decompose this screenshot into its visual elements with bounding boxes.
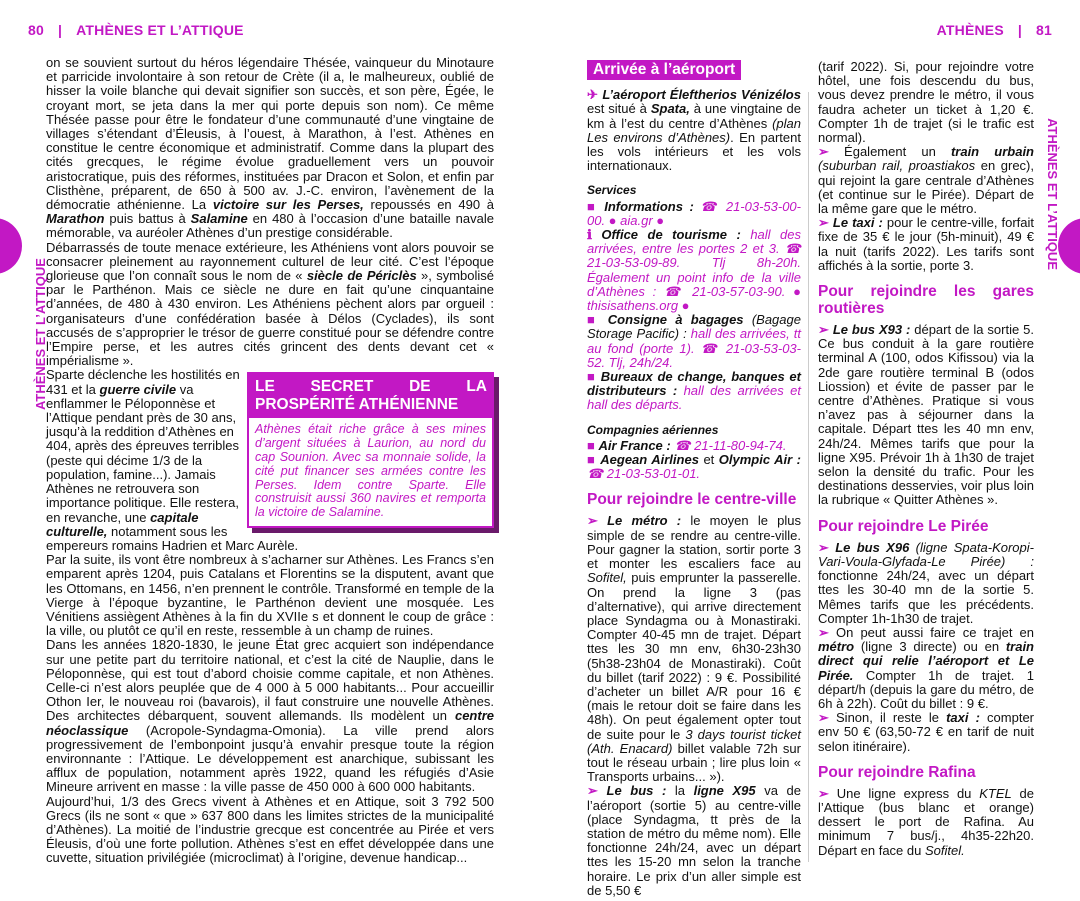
gares-routieres-title: Pour rejoindre les gares routières bbox=[818, 283, 1034, 318]
arrow-icon: ➢ bbox=[818, 322, 829, 338]
left-page-header: 80 | ATHÈNES ET L’ATTIQUE bbox=[28, 22, 244, 38]
airline-aegean: ■ Aegean Airlines et Olympic Air : ☎ 21-03-53-01-01. bbox=[587, 452, 801, 482]
rafina-title: Pour rejoindre Rafina bbox=[818, 763, 976, 781]
square-bullet-icon: ■ bbox=[587, 198, 598, 214]
paragraph-1820: Dans les années 1820-1830, le jeune État grec acquiert son indépendance sur une petite part du territoire national, et c’est la cité de Nauplie, dans le Péloponnèse, qui est tout d’abord choisie comme capitale, et non Athènes. Celle-ci n’est alors peuplée que de 4 000 à 5 000 habitants... Pour accueillir Othon Ier, le nouveau roi (bavarois), il faut construire une nouvelle Athènes. Des architectes débarquent, souvent allemands. Ils modèlent un centre néoclassique (Acropole-Syndagma-Omonia). La ville prend alors progressivement de l’embonpoint jusqu’à envahir presque toute la région environnante : l’Attique. Le développement est anarchique, subissant les afflux de population, notamment après 1922, quand les réfugiés d’Asie Mineure arrivent en masse : la ville passe de 450 000 à 600 000 habitants. bbox=[46, 637, 494, 795]
left-thumb-tab bbox=[0, 218, 22, 274]
arrow-icon: ➢ bbox=[818, 624, 829, 640]
right-page-header: ATHÈNES | 81 bbox=[936, 22, 1052, 38]
piree-title: Pour rejoindre Le Pirée bbox=[818, 517, 989, 535]
left-page-number: 80 bbox=[28, 22, 44, 38]
train-urbain-info: ➢ Également un train urbain (suburban rail, proastiakos en grec), qui rejoint la gare centrale d’Athènes (et continue sur le Pirée). Départ de la même gare que le métro. bbox=[818, 144, 1034, 217]
left-page-text bbox=[46, 56, 494, 866]
info-icon: ℹ bbox=[587, 227, 592, 243]
services-change: ■ Bureaux de change, banques et distributeurs : hall des arrivées et hall des départs. bbox=[587, 369, 801, 413]
right-page-column-1 bbox=[587, 60, 801, 898]
arrow-icon: ➢ bbox=[818, 539, 829, 555]
centre-ville-title: Pour rejoindre le centre-ville bbox=[587, 491, 797, 509]
paragraph-pericles: Débarrassés de toute menace extérieure, les Athéniens vont alors pouvoir se consacrer pleinement au rayonnement culturel de leur cité. C’est l’époque glorieuse que l’on connaît sous le nom de « siècle de Périclès », symbolisé par le Parthénon. Mais ce siècle ne dure en fait qu’une cinquantaine d’années, de 480 à 430 environ. Les Athéniens pèchent alors par orgueil : organisateurs d’une confédération basée à Délos (Cyclades), ils sont accusés de s’approprier le trésor de guerre constitué pour se défendre contre l’Empire perse, et les autres cités grincent des dents devant cet « impérialisme ». bbox=[46, 239, 494, 369]
square-bullet-icon: ■ bbox=[587, 437, 595, 453]
taxi-piree-info: ➢ Sinon, il reste le taxi : compter env 50 € (63,50-72 € en tarif de nuit selon itinéraire). bbox=[818, 710, 1035, 754]
arrow-icon: ➢ bbox=[587, 783, 598, 799]
services-title: Services bbox=[587, 183, 637, 198]
services-bagages: ■ Consigne à bagages (Bagage Storage Pacific) : hall des arrivées, tt au fond (porte 1). ☎ 21-03-53-03-52. Tlj, 24h/24. bbox=[587, 312, 801, 370]
box-body: Athènes était riche grâce à ses mines d’argent situées à Laurion, au nord du cap Sounion. Avec sa monnaie solide, la cité put financer ses armées contre les Perses. Idem contre Sparte. Elle construisit aussi 360 navires et remporta la victoire de Salamine. bbox=[255, 422, 486, 520]
right-section-title: ATHÈNES bbox=[936, 22, 1004, 38]
right-page-number: 81 bbox=[1036, 22, 1052, 38]
bus-x96-info: ➢ Le bus X96 (ligne Spata-Koropi-Vari-Voula-Glyfada-Le Pirée) : fonctionne 24h/24, avec un départ ttes les 30-40 mn de la sortie 5. Mêmes tarifs que les précédents. Compter 1h-1h30 de trajet. bbox=[818, 539, 1034, 626]
right-page-column-2 bbox=[818, 60, 1034, 858]
left-section-title: ATHÈNES ET L’ATTIQUE bbox=[76, 22, 244, 38]
square-bullet-icon: ■ bbox=[587, 452, 596, 468]
services-info: ■ Informations : ☎ 21-03-53-00-00. ● aia.gr ● bbox=[587, 198, 801, 228]
right-side-label: ATHÈNES ET L’ATTIQUE bbox=[1045, 118, 1060, 270]
arrow-icon: ➢ bbox=[818, 215, 829, 231]
metro-train-piree-info: ➢ On peut aussi faire ce trajet en métro (ligne 3 directe) ou en train direct qui relie l’aéroport et Le Pirée. Compter 1h de trajet. 1 départ/h (depuis la gare du métro, de 6h à 22h). Coût du billet : 9 €. bbox=[818, 624, 1034, 711]
metro-info: ➢ Le métro : le moyen le plus simple de se rendre au centre-ville. Pour gagner la station, sortir porte 3 et monter les escaliers face au Sofitel, puis emprunter la passerelle. On prend la ligne 3 (pas d’alternative), qui arrive directement place Syndagma ou à Monastiraki. Compter 40-45 mn de trajet. Départ ttes les 30 mn env, 6h30-23h30 (5h38-23h04 de Monastiraki). Coût du billet (tarif 2022) : 9 €. Possibilité d’acheter un billet A/R pour 16 € (mais le retour doit se faire dans les 48h). On peut également opter tout de suite pour le 3 days tourist ticket (Ath. Enacard) billet valable 72h sur tout le réseau urbain ; lire plus loin « Transports urbains... »). bbox=[587, 513, 801, 785]
box-title: LE SECRET DE LA PROSPÉRITÉ ATHÉNIENNE bbox=[249, 374, 492, 418]
arrow-icon: ➢ bbox=[587, 513, 598, 529]
paragraph-sparte: Sparte déclenche les hostilités en 431 et la guerre civile va enflammer le Péloponnèse et l’Attique pendant près de 30 ans, jusqu’à la reddition d’Athènes en 404, après des épreuves terribles (peste qui décime 1/3 de la population, famine...). Jamais Athènes ne retrouvera son importance politique. Elle restera, en revanche, une capitale culturelle, notamment sous les empereurs romains Hadrien et Marc Aurèle. bbox=[46, 367, 299, 553]
arrow-icon: ➢ bbox=[818, 785, 829, 801]
rafina-info: ➢ Une ligne express du KTEL de l’Attique (bus blanc et orange) dessert le port de Rafina. Au minimum 7 bus/j., 4h35-22h20. Départ en face du Sofitel. bbox=[818, 785, 1034, 858]
paragraph-suite: Par la suite, ils vont être nombreux à s’acharner sur Athènes. Les Francs s’en emparent après 1204, puis Catalans et Florentins se la disputent, avant que les Ottomans, en 1456, n’en prennent le contrôle. Transformé en temple de la Vierge à l’époque byzantine, le Parthénon devient une mosquée. Les Vénitiens assiègent Athènes à la fin du XVIIe s et donnent le coup de grâce : la ville, ou plutôt ce qu’il en reste, ressemble à un champ de ruines. bbox=[46, 552, 494, 639]
airlines-title: Compagnies aériennes bbox=[587, 422, 719, 437]
arrival-section-title: Arrivée à l’aéroport bbox=[587, 60, 741, 80]
bus-info: ➢ Le bus : la ligne X95 va de l’aéroport (sortie 5) au centre-ville (place Syndagma, tt près de la station de métro du même nom). Elle fonctionne 24h/24, avec un départ ttes les 15-20 mn selon la tranche horaire. Le prix d’un aller simple est de 5,50 € bbox=[587, 783, 801, 898]
paragraph-aujourdhui: Aujourd’hui, 1/3 des Grecs vivent à Athènes et en Attique, soit 3 792 500 Grecs (ils ne sont « que » 637 800 dans les limites strictes de la municipalité d’Athènes). La moitié de l’industrie grecque est concentrée au Pirée et vers Éleusis, d’où une forte pollution. Athènes s’est en effet développée dans une cuvette, situation privilégiée (microclimat) à l’origine, devenue handicap... bbox=[46, 793, 494, 866]
right-thumb-tab bbox=[1058, 218, 1080, 274]
airport-intro: ✈ L’aéroport Éleftherios Vénizélos est situé à Spata, à une vingtaine de km à l’est du centre d’Athènes (plan Les environs d’Athènes). En partent les vols intérieurs et les vols internationaux. bbox=[587, 87, 801, 174]
arrow-icon: ➢ bbox=[818, 144, 829, 160]
taxi-info: ➢ Le taxi : pour le centre-ville, forfait fixe de 35 € le jour (5h-minuit), 49 € la nuit (tarifs 2022). Les tarifs sont affichés à la sortie, porte 3. bbox=[818, 215, 1034, 273]
left-side-label: ATHÈNES ET L’ATTIQUE bbox=[33, 258, 48, 410]
paragraph-thesee: on se souvient surtout du héros légendaire Thésée, vainqueur du Minotaure et parricide involontaire à son retour de Crète (il a, le malheureux, oublié de hisser la voile blanche qui devait signifier son succès, et son père, Égée, le croyant mort, se jeta dans la mer qui porte depuis son nom). Ce même Thésée passe pour être le fondateur d’une communauté d’une vingtaine de villages s’étendant d’Éleusis, à l’ouest, à Marathon, à l’est. Athènes en constitue le centre économique et administratif. Comme dans la plupart des cités grecques, le régime évolue graduellement vers un pouvoir aristocratique, puis des réformes, instituées par Dracon et Solon, et enfin par Clisthène, préparent, de 650 à 500 av. J.-C. environ, l’avènement de la démocratie athénienne. La victoire sur les Perses, repoussés en 490 à Marathon puis battus à Salamine en 480 à l’occasion d’une bataille navale mémorable, va auréoler Athènes d’un prestige considérable. bbox=[46, 55, 494, 241]
arrow-icon: ➢ bbox=[818, 710, 829, 726]
airline-airfrance: ■ Air France : ☎ 21-11-80-94-74. bbox=[587, 437, 787, 453]
bus-info-continued: (tarif 2022). Si, pour rejoindre votre hôtel, une fois descendu du bus, vous devez prendre le métro, il vous faudra acheter un ticket à 1,20 €. Compter 1h de trajet (si le trafic est normal). bbox=[818, 59, 1034, 146]
services-tourisme: ℹ Office de tourisme : hall des arrivées, entre les portes 2 et 3. ☎ 21-03-53-09-89. Tlj 8h-20h. Également un point info de la ville d’Athènes : ☎ 21-03-57-03-90. ● thisisathens.org ● bbox=[587, 227, 801, 314]
secret-prosperity-box bbox=[247, 372, 494, 528]
column-divider bbox=[808, 92, 809, 862]
square-bullet-icon: ■ bbox=[587, 312, 600, 328]
bus-x93-info: ➢ Le bus X93 : départ de la sortie 5. Ce bus conduit à la gare routière terminal A (100, odos Kifissou) via la 2de gare routière terminal B (odos Liossion) et évite de passer par le centre d’Athènes. Pratique si vous n’avez pas à séjourner dans la capitale. Départ ttes les 40 mn env, 24h/24. Mêmes tarifs que pour la ligne X95. Prévoir 1h à 1h30 de trajet selon la densité du trafic. Pour les destinations desservies, voir plus loin la rubrique « Quitter Athènes ». bbox=[818, 322, 1034, 508]
plane-icon: ✈ bbox=[587, 87, 599, 103]
square-bullet-icon: ■ bbox=[587, 369, 596, 385]
